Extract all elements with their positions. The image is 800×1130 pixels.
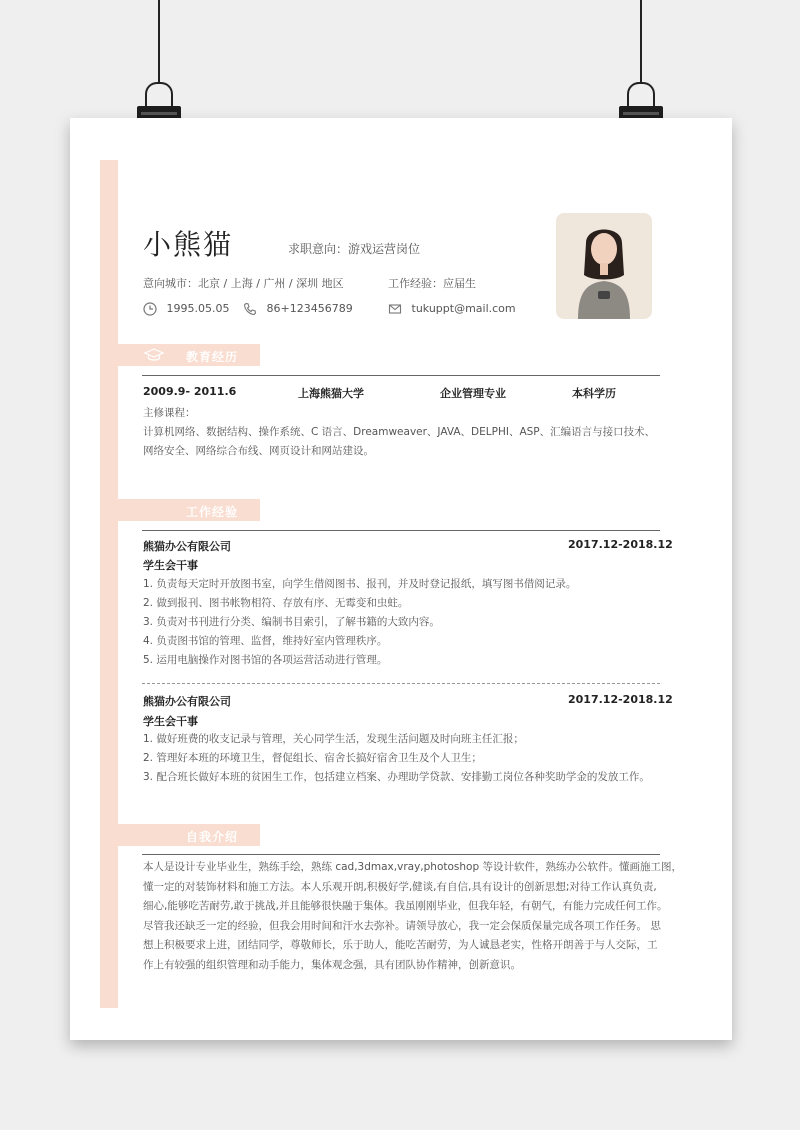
education-period: 2009.9- 2011.6 (143, 385, 237, 398)
hanging-wire-right (640, 0, 642, 82)
section-intro-title: 自我介绍 (186, 830, 239, 844)
list-item: 3. 负责对书刊进行分类、编制书目索引，了解书籍的大致内容。 (143, 616, 440, 628)
clock-icon (143, 302, 157, 316)
dashed-divider (142, 683, 660, 684)
job-period: 2017.12-2018.12 (568, 538, 673, 551)
mail-icon (388, 302, 402, 316)
list-item: 2. 做到报刊、图书帐物相符、存放有序、无霉变和虫蛀。 (143, 597, 409, 609)
list-item: 3. 配合班长做好本班的贫困生工作，包括建立档案、办理助学贷款、安排勤工岗位各种奖助学金的发放工作。 (143, 771, 650, 783)
hanging-wire-left (158, 0, 160, 82)
divider (142, 375, 660, 376)
phone-icon (243, 302, 257, 316)
intro-line: 本人是设计专业毕业生，熟练手绘，熟练 cad,3dmax,vray,photoshop 等设计软件，熟练办公软件。懂画施工图， (143, 861, 682, 873)
courses-line: 计算机网络、数据结构、操作系统、C 语言、Dreamweaver、JAVA、DELPHI、ASP、汇编语言与接口技术、 (143, 426, 656, 438)
education-degree: 本科学历 (572, 387, 616, 400)
section-intro-header (118, 824, 260, 846)
profile-photo (556, 213, 652, 319)
section-work-header (118, 499, 260, 521)
intro-paragraph (143, 858, 682, 975)
phone-number (243, 302, 353, 316)
list-item: 2. 管理好本班的环境卫生，督促组长、宿舍长搞好宿舍卫生及个人卫生； (143, 752, 482, 764)
resume-page (70, 118, 732, 1040)
job-intent: 求职意向：游戏运营岗位 (288, 242, 421, 256)
education-major: 企业管理专业 (440, 387, 506, 400)
intro-line: 懂一定的对装饰材料和施工方法。本人乐观开朗,积极好学,健谈,有自信,具有设计的创新思想;对待工作认真负责, (143, 880, 657, 893)
candidate-name: 小熊猫 (143, 228, 234, 261)
job-company: 熊猫办公有限公司 (143, 695, 231, 708)
birth-date-text: 1995.05.05 (166, 302, 230, 315)
job-period: 2017.12-2018.12 (568, 693, 673, 706)
email-address-text: tukuppt@mail.com (411, 302, 516, 315)
education-school: 上海熊猫大学 (298, 387, 364, 400)
list-item: 4. 负责图书馆的管理、监督，维持好室内管理秩序。 (143, 635, 388, 647)
divider (142, 854, 660, 855)
job-role: 学生会干事 (143, 715, 198, 728)
accent-bar (100, 160, 118, 1008)
list-item: 5. 运用电脑操作对图书馆的各项运营活动进行管理。 (143, 654, 388, 666)
divider (142, 530, 660, 531)
section-work-title: 工作经验 (186, 505, 239, 519)
email-address[interactable] (388, 302, 516, 316)
intro-line: 尽管我还缺乏一定的经验，但我会用时间和汗水去弥补。请领导放心，我一定会保质保量完成各项工作任务。 思 (143, 919, 661, 932)
section-education-header (118, 344, 260, 366)
courses-line: 网络安全、网络综合布线、网页设计和网站建设。 (143, 445, 374, 457)
job-duties (143, 575, 576, 670)
phone-number-text: 86+123456789 (266, 302, 353, 315)
graduation-cap-icon (144, 348, 164, 362)
job-duties (143, 730, 650, 787)
intro-line: 想上积极要求上进，团结同学，尊敬师长，乐于助人，能吃苦耐劳，为人诚恳老实，性格开朗善于与人交际，工 (143, 939, 658, 951)
list-item: 1. 做好班费的收支记录与管理，关心同学生活，发现生活问题及时向班主任汇报； (143, 733, 524, 745)
target-city: 意向城市：北京 / 上海 / 广州 / 深圳 地区 (143, 277, 344, 290)
work-experience: 工作经验：应届生 (388, 277, 476, 290)
job-company: 熊猫办公有限公司 (143, 540, 231, 553)
section-education-title: 教育经历 (186, 350, 239, 364)
job-role: 学生会干事 (143, 559, 198, 572)
courses-label: 主修课程： (143, 407, 196, 419)
birth-date (143, 302, 229, 316)
intro-line: 作上有较强的组织管理和动手能力，集体观念强，具有团队协作精神，创新意识。 (143, 958, 521, 971)
list-item: 1. 负责每天定时开放图书室，向学生借阅图书、报刊，并及时登记报纸，填写图书借阅记录。 (143, 578, 577, 590)
intro-line: 细心,能够吃苦耐劳,敢于挑战,并且能够很快融于集体。我虽刚刚毕业，但我年轻，有朝气，有能力完成任何工作。 (143, 900, 668, 912)
